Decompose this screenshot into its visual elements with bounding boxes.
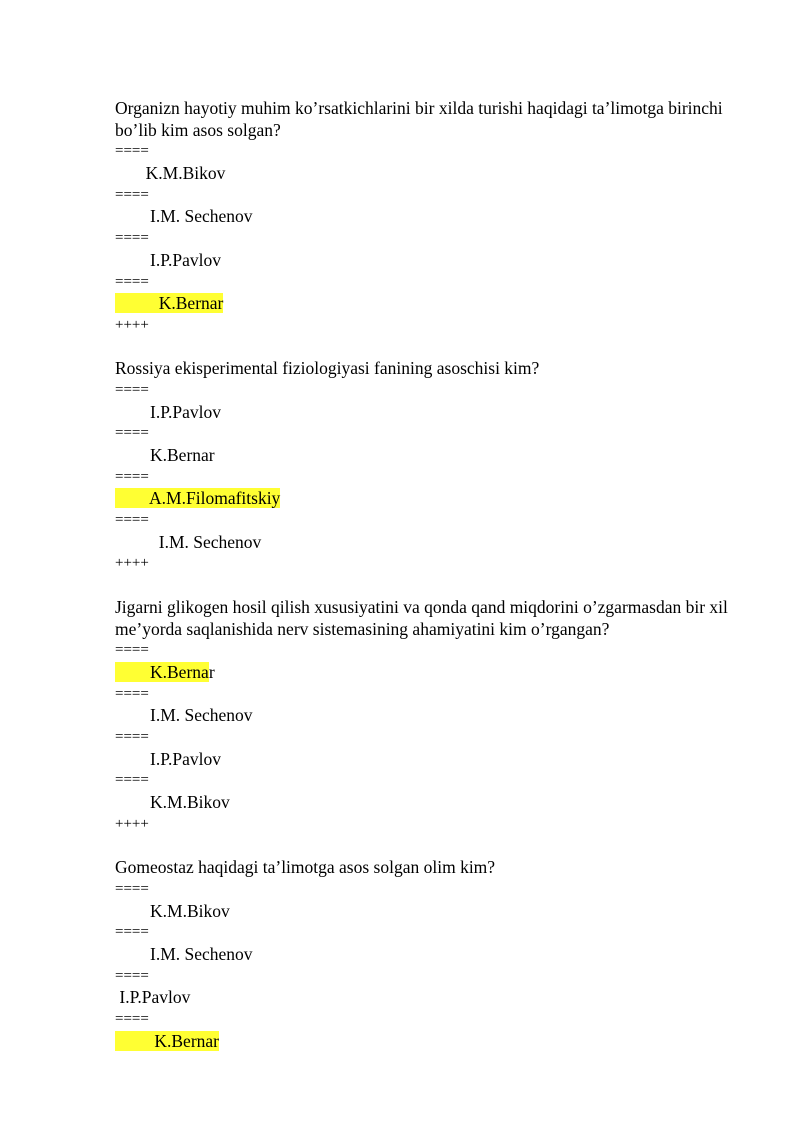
question-block bbox=[115, 857, 755, 1052]
question-block bbox=[115, 597, 755, 857]
option-separator: ==== bbox=[115, 425, 149, 442]
option-label: K.M.Bikov bbox=[150, 792, 230, 813]
option-separator: ==== bbox=[115, 924, 149, 941]
question-text: Jigarni glikogen hosil qilish xususiyatini va qonda qand miqdorini o’zgarmasdan bir xil me’yorda saqlanishida nerv sistemasining ahamiyatini kim o’rgangan? bbox=[115, 596, 728, 639]
option-label: I.P.Pavlov bbox=[119, 987, 191, 1008]
option-label-wrap bbox=[115, 163, 225, 183]
question-text: Organizn hayotiy muhim ko’rsatkichlarini bir xilda turishi haqidagi ta’limotga birinchi bo’lib kim asos solgan? bbox=[115, 98, 723, 140]
answer-option bbox=[115, 445, 755, 467]
option-label-wrap bbox=[115, 402, 221, 422]
option-label: I.M. Sechenov bbox=[150, 943, 253, 964]
option-indent bbox=[115, 901, 150, 921]
option-label: I.P.Pavlov bbox=[150, 401, 221, 422]
option-label-wrap bbox=[115, 944, 253, 964]
option-indent bbox=[115, 293, 159, 313]
answer-option bbox=[115, 749, 755, 771]
question-block bbox=[115, 98, 755, 358]
answer-option bbox=[115, 532, 755, 554]
answer-option bbox=[115, 987, 755, 1009]
option-indent bbox=[115, 662, 150, 682]
option-label: K.Bernar bbox=[154, 1030, 220, 1051]
question-end-marker: ++++ bbox=[115, 815, 149, 832]
option-separator: ==== bbox=[115, 729, 149, 746]
option-label: K.Berna bbox=[150, 661, 209, 682]
option-label-wrap bbox=[115, 445, 215, 465]
option-indent bbox=[115, 792, 150, 812]
option-label-wrap bbox=[115, 749, 221, 769]
blank-line bbox=[115, 337, 755, 359]
answer-option bbox=[115, 901, 755, 923]
answer-option bbox=[115, 250, 755, 272]
option-separator: ==== bbox=[115, 967, 149, 984]
answer-option-correct bbox=[115, 488, 755, 510]
option-separator: ==== bbox=[115, 186, 149, 203]
blank-line bbox=[115, 835, 755, 857]
option-indent bbox=[115, 705, 150, 725]
option-label: K.Bernar bbox=[150, 445, 215, 466]
option-label-wrap bbox=[115, 901, 230, 921]
option-label: I.M. Sechenov bbox=[150, 705, 253, 726]
option-indent bbox=[115, 250, 150, 270]
option-separator: ==== bbox=[115, 468, 149, 485]
option-separator: ==== bbox=[115, 880, 149, 897]
option-label: A.M.Filomafitskiy bbox=[149, 488, 281, 509]
option-label: I.P.Pavlov bbox=[150, 249, 221, 270]
option-label-wrap bbox=[115, 792, 230, 812]
option-separator: ==== bbox=[115, 772, 149, 789]
option-separator: ==== bbox=[115, 230, 149, 247]
option-label-wrap bbox=[115, 206, 253, 226]
answer-option-correct bbox=[115, 293, 755, 315]
option-separator: ==== bbox=[115, 512, 149, 529]
question-end-marker: ++++ bbox=[115, 316, 149, 333]
option-label: K.Bernar bbox=[158, 293, 224, 314]
option-label-wrap bbox=[115, 987, 190, 1007]
question-text: Gomeostaz haqidagi ta’limotga asos solgan olim kim? bbox=[115, 857, 496, 878]
option-label: I.M. Sechenov bbox=[158, 531, 262, 552]
question-text: Rossiya ekisperimental fiziologiyasi fanining asoschisi kim? bbox=[115, 358, 540, 379]
quiz-document bbox=[115, 98, 755, 1052]
answer-option bbox=[115, 206, 755, 228]
question-end-marker: ++++ bbox=[115, 555, 149, 572]
option-label-wrap bbox=[115, 532, 261, 552]
option-indent bbox=[115, 944, 150, 964]
option-separator: ==== bbox=[115, 273, 149, 290]
option-separator: ==== bbox=[115, 1010, 149, 1027]
option-label-tail: r bbox=[208, 661, 215, 682]
answer-option-correct bbox=[115, 1031, 755, 1053]
answer-option bbox=[115, 792, 755, 814]
option-indent bbox=[115, 402, 150, 422]
answer-option bbox=[115, 944, 755, 966]
correct-answer-highlight bbox=[115, 293, 223, 313]
option-indent bbox=[115, 206, 150, 226]
option-separator: ==== bbox=[115, 685, 149, 702]
option-label-wrap bbox=[115, 705, 253, 725]
option-separator: ==== bbox=[115, 381, 149, 398]
blank-line bbox=[115, 575, 755, 597]
option-separator: ==== bbox=[115, 143, 149, 160]
option-label-wrap bbox=[115, 250, 221, 270]
option-indent bbox=[115, 1031, 154, 1051]
option-indent bbox=[115, 532, 159, 552]
option-indent bbox=[115, 445, 150, 465]
option-label: I.M. Sechenov bbox=[150, 206, 253, 227]
correct-answer-highlight bbox=[115, 1031, 219, 1051]
answer-option-correct bbox=[115, 662, 755, 684]
option-indent bbox=[115, 163, 146, 183]
answer-option bbox=[115, 163, 755, 185]
answer-option bbox=[115, 402, 755, 424]
correct-answer-highlight bbox=[115, 662, 209, 682]
answer-option bbox=[115, 705, 755, 727]
option-indent bbox=[115, 488, 149, 508]
option-label: K.M.Bikov bbox=[150, 900, 230, 921]
option-label: K.M.Bikov bbox=[145, 163, 226, 184]
correct-answer-highlight bbox=[115, 488, 280, 508]
option-indent bbox=[115, 749, 150, 769]
option-label: I.P.Pavlov bbox=[150, 748, 221, 769]
option-separator: ==== bbox=[115, 642, 149, 659]
question-block bbox=[115, 358, 755, 597]
